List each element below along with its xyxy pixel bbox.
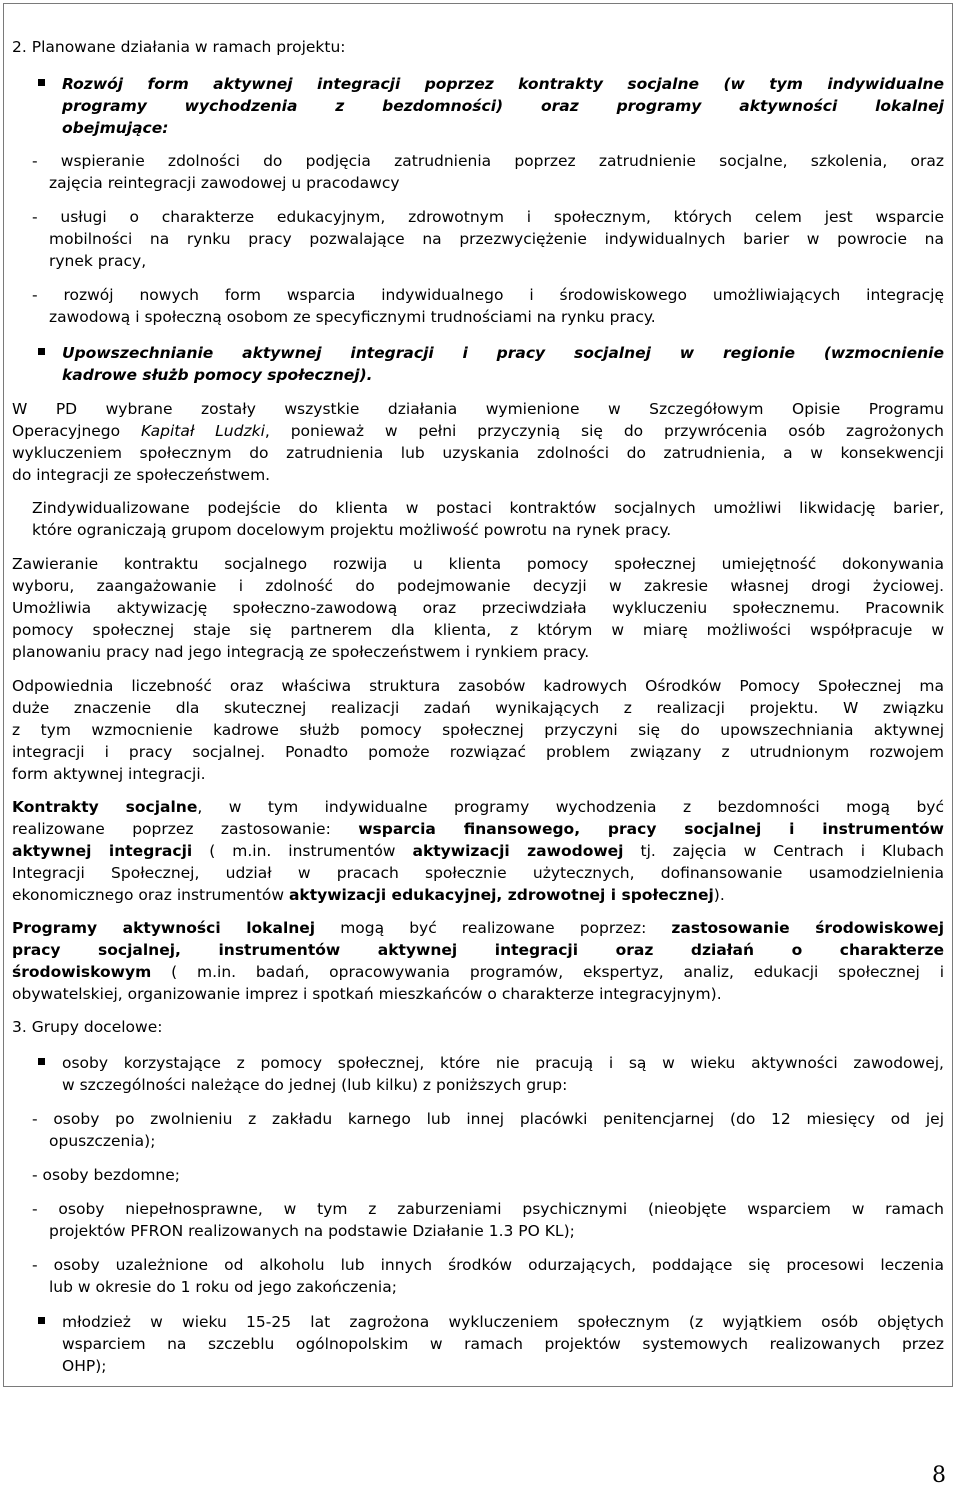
bullet-2-line: kadrowe służb pomocy społecznej). <box>62 366 373 384</box>
paragraph-line: pomocy społecznej staje się partnerem dla klienta, z którym w miarę możliwości współpracuje w <box>12 621 944 639</box>
bullet-line: OHP); <box>62 1357 107 1375</box>
dash-item-line: - wspieranie zdolności do podjęcia zatrudnienia poprzez zatrudnienie socjalne, szkolenia, oraz <box>32 152 944 170</box>
bullet-1-line: programy wychodzenia z bezdomności) oraz programy aktywności lokalnej <box>62 97 944 115</box>
paragraph-line: Programy aktywności lokalnej mogą być realizowane poprzez: zastosowanie środowiskowej <box>12 919 945 937</box>
paragraph-line: Zawieranie kontraktu socjalnego rozwija u klienta pomocy społecznej umiejętność dokonywania <box>12 555 944 573</box>
paragraph-line: obywatelskiej, organizowanie imprez i spotkań mieszkańców o charakterze integracyjnym). <box>12 985 722 1003</box>
paragraph-line: wykluczeniem społecznym do zatrudnienia lub uzyskania zdolności do zatrudnienia, a w konsekwencji <box>12 444 944 462</box>
bullet-2-line: Upowszechnianie aktywnej integracji i pracy socjalnej w regionie (wzmocnienie <box>62 344 944 362</box>
bullet-line: wsparciem na szczeblu ogólnopolskim w ramach projektów systemowych realizowanych przez <box>62 1335 944 1353</box>
dash-item-line: - usługi o charakterze edukacyjnym, zdrowotnym i społecznym, których celem jest wsparcie <box>32 208 944 226</box>
paragraph-line: do integracji ze społeczeństwem. <box>12 466 271 484</box>
dash-item-line: opuszczenia); <box>49 1132 156 1150</box>
dash-item-line: lub w okresie do 1 roku od jego zakończenia; <box>49 1278 397 1296</box>
bullet-square-icon <box>38 79 45 86</box>
bullet-line: osoby korzystające z pomocy społecznej, które nie pracują i są w wieku aktywności zawodowej, <box>62 1054 944 1072</box>
bullet-line: młodzież w wieku 15-25 lat zagrożona wykluczeniem społecznym (z wyjątkiem osób objętych <box>62 1313 944 1331</box>
paragraph-line: wyboru, zaangażowanie i zdolność do podejmowanie decyzji w zakresie własnej drogi życiowej. <box>12 577 944 595</box>
paragraph-line: które ograniczają grupom docelowym projektu możliwość powrotu na rynek pracy. <box>32 521 672 539</box>
bullet-line: w szczególności należące do jednej (lub kilku) z poniższych grup: <box>62 1076 568 1094</box>
paragraph-line: W PD wybrane zostały wszystkie działania wymienione w Szczegółowym Opisie Programu <box>12 400 944 418</box>
dash-item-line: - rozwój nowych form wsparcia indywidualnego i środowiskowego umożliwiających integrację <box>32 286 944 304</box>
program-name: Kapitał Ludzki <box>141 422 265 440</box>
paragraph-line: realizowane poprzez zastosowanie: wsparcia finansowego, pracy socjalnej i instrumentów <box>12 820 944 838</box>
dash-item-line: mobilności na rynku pracy pozwalające na przezwyciężenie indywidualnych barier w powrocie na <box>49 230 944 248</box>
paragraph-line: Integracji Społecznej, udział w pracach społecznie użytecznych, dofinansowanie usamodzielnienia <box>12 864 944 882</box>
paragraph-line: Kontrakty socjalne, w tym indywidualne programy wychodzenia z bezdomności mogą być <box>12 798 944 816</box>
paragraph-line: środowiskowym ( m.in. badań, opracowywania programów, ekspertyz, analiz, edukacji społecznej i <box>12 963 944 981</box>
paragraph-line: Odpowiednia liczebność oraz właściwa struktura zasobów kadrowych Ośrodków Pomocy Społecznej ma <box>12 677 944 695</box>
paragraph-line: integracji i pracy socjalnej. Ponadto pomoże rozwiązać problem związany z utrudnionym rozwojem <box>12 743 944 761</box>
paragraph-line: form aktywnej integracji. <box>12 765 206 783</box>
paragraph-line: Operacyjnego Kapitał Ludzki, ponieważ w pełni przyczynią się do przywrócenia osób zagrożonych <box>12 422 944 440</box>
paragraph-line: Umożliwia aktywizację społeczno-zawodową oraz przeciwdziała wykluczeniu społecznemu. Pracownik <box>12 599 944 617</box>
bullet-1-line: Rozwój form aktywnej integracji poprzez kontrakty socjalne (w tym indywidualne <box>62 75 944 93</box>
dash-item-line: zajęcia reintegracji zawodowej u pracodawcy <box>49 174 400 192</box>
paragraph-line: planowaniu pracy nad jego integracją ze społeczeństwem i rynkiem pracy. <box>12 643 590 661</box>
bullet-square-icon <box>38 1317 45 1324</box>
dash-item-line: - osoby uzależnione od alkoholu lub innych środków odurzających, poddające się procesowi leczenia <box>32 1256 944 1274</box>
dash-item-line: zawodową i społeczną osobom ze specyficznymi trudnościami na rynku pracy. <box>49 308 656 326</box>
paragraph-line: z tym wzmocnienie kadrowe służb pomocy społecznej przyczyni się do upowszechniania aktywnej <box>12 721 944 739</box>
section-3-heading: 3. Grupy docelowe: <box>12 1018 163 1036</box>
dash-item-line: rynek pracy, <box>49 252 147 270</box>
section-2-heading: 2. Planowane działania w ramach projektu: <box>12 38 346 56</box>
paragraph-line: Zindywidualizowane podejście do klienta w postaci kontraktów socjalnych umożliwi likwidację barier, <box>32 499 944 517</box>
paragraph-line: ekonomicznego oraz instrumentów aktywizacji edukacyjnej, zdrowotnej i społecznej). <box>12 886 725 904</box>
dash-item-line: - osoby niepełnosprawne, w tym z zaburzeniami psychicznymi (nieobjęte wsparciem w ramach <box>32 1200 944 1218</box>
paragraph-line: aktywnej integracji ( m.in. instrumentów aktywizacji zawodowej tj. zajęcia w Centrach i Klubach <box>12 842 944 860</box>
bullet-1-line: obejmujące: <box>62 119 169 137</box>
dash-item-line: - osoby bezdomne; <box>32 1166 181 1184</box>
paragraph-line: pracy socjalnej, instrumentów aktywnej integracji oraz działań o charakterze <box>12 941 944 959</box>
dash-item-line: projektów PFRON realizowanych na podstawie Działanie 1.3 PO KL); <box>49 1222 575 1240</box>
paragraph-line: duże znaczenie dla skutecznej realizacji zadań wynikających z realizacji projektu. W związku <box>12 699 944 717</box>
dash-item-line: - osoby po zwolnieniu z zakładu karnego lub innej placówki penitencjarnej (do 12 miesięcy od jej <box>32 1110 944 1128</box>
bullet-square-icon <box>38 1058 45 1065</box>
page-number: 8 <box>932 1463 946 1488</box>
bullet-square-icon <box>38 348 45 355</box>
